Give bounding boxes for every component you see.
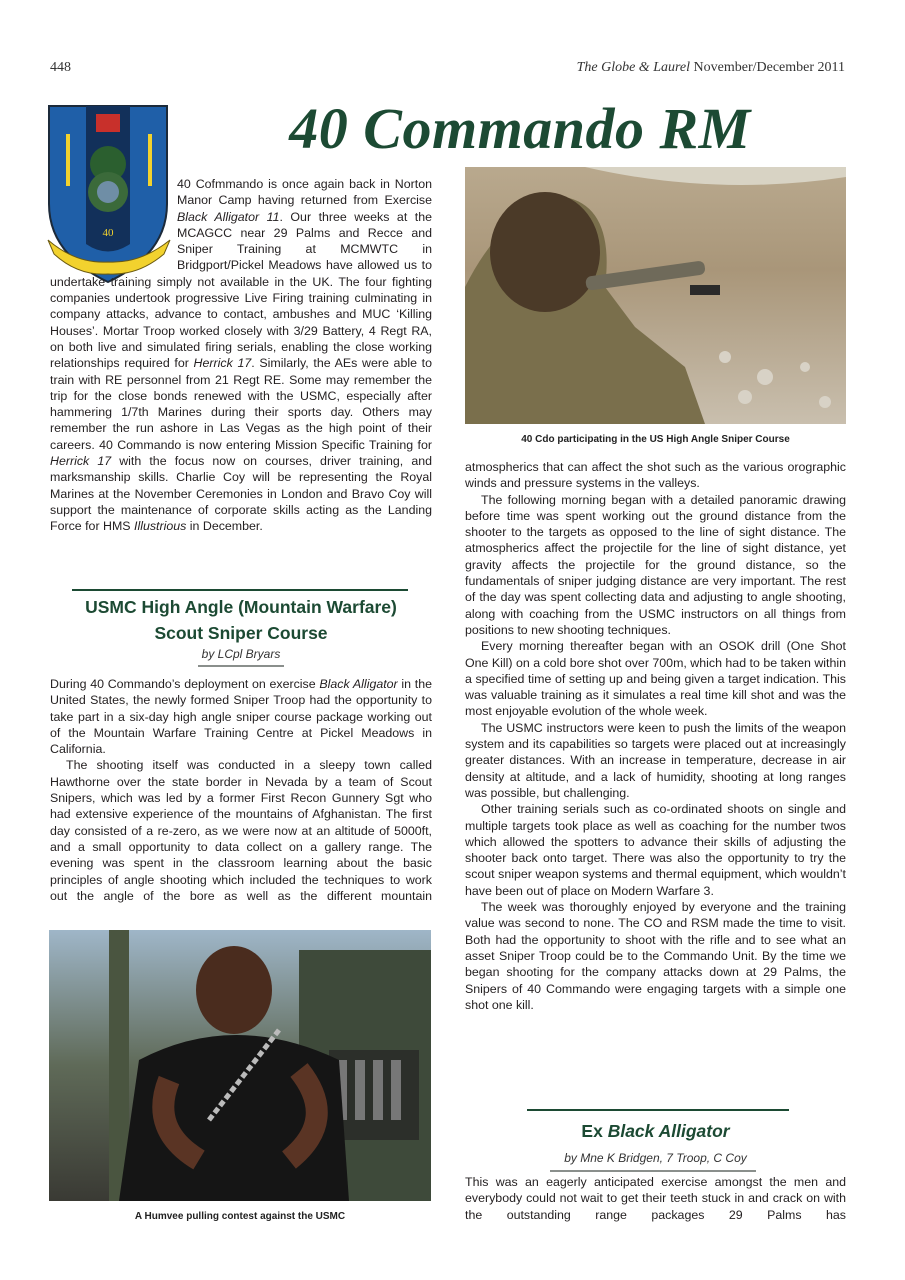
italic-text: Black Alligator 11 [177, 209, 280, 224]
paragraph [465, 801, 846, 899]
paragraph [465, 638, 846, 719]
publication-name: The Globe & Laurel [576, 60, 691, 75]
text-run: 40 Cofmmando is once again back in Norton Manor Camp having returned from Exercise [177, 177, 432, 208]
heading-prefix: Ex [581, 1121, 608, 1141]
heading-line-1: USMC High Angle (Mountain Warfare) [85, 597, 397, 617]
text-run: During 40 Commando’s deployment on exercise [50, 677, 320, 691]
article2-byline: by Mne K Bridgen, 7 Troop, C Coy [564, 1151, 747, 1165]
text-run: Every morning thereafter began with an OSOK drill (One Shot One Kill) on a cold bore shot over 700m, which had to be taken within a specified time of setting up and being given a target indication. This was valuable training as it simulates a real time kill shot and was the most enjoyable evolution of the whole week. [465, 639, 846, 719]
italic-text: Illustrious [134, 519, 187, 534]
text-run: in the United States, the newly formed Sniper Troop had the opportunity to take part in a six-day high angle sniper course package working out of the Mountain Warfare Training Centre at Pickel Meadows in California. [50, 677, 432, 757]
paragraph [50, 757, 432, 904]
heading-line-2: Scout Sniper Course [154, 623, 328, 643]
page-title: 40 Commando RM [289, 96, 751, 161]
text-run: This was an eagerly anticipated exercise amongst the men and everybody could not wait to get their teeth stuck in and crack on with the outstanding range packages 29 Palms has [465, 1175, 846, 1222]
paragraph [465, 720, 846, 801]
paragraph [465, 899, 846, 1013]
paragraph [50, 676, 432, 757]
text-run: in December. [186, 519, 263, 534]
text-run: The shooting itself was conducted in a sleepy town called Hawthorne over the state border in Nevada by a team of Scout Snipers, which was led by a former First Recon Gunnery Sgt who had extensive experience of the mountains of Afghanistan. The first day consisted of a re-zero, as we were now at an altitude of 5000ft, and a small opportunity to data collect on a gallery range. The evening was spent in the classroom learning about the basic principles of angle shooting which included the techniques to work out the angle of the bore as well as the different mountain [50, 758, 432, 903]
italic-text: Black Alligator [319, 677, 398, 691]
article2-heading [465, 1118, 846, 1144]
heading-italic: Black Alligator [607, 1121, 730, 1141]
paragraph [465, 1174, 846, 1223]
text-run: The following morning began with a detailed panoramic drawing before time was spent working out the ground distance from the shooter to the targets as opposed to the line of sight distance. The atmospherics affect the projectile for the line of sight distance, yet gravity affects the projectile for the ground distance, so the fundamentals of sniper judging distance are very important. The rest of the day was spent collecting data and adjusting to angle shooting, along with coaching from the USMC instructors on all things from positions to new shooting techniques. [465, 492, 846, 637]
article-heading [50, 594, 432, 646]
paragraph [465, 492, 846, 639]
crest-number: 40 [102, 227, 114, 239]
text-run: with the focus now on courses, driver training, and marksmanship skills. Charlie Coy will be representing the Royal Marines at the November Ceremonies in London and Bravo Coy will support the maintenance of corporate skills acting as the Landing Force for HMS [50, 454, 432, 534]
intro-text [50, 176, 432, 535]
byline-divider [198, 665, 284, 667]
article-body-left [50, 676, 432, 904]
article-byline: by LCpl Bryars [201, 647, 281, 661]
running-header [577, 60, 845, 76]
sniper-photo-caption: 40 Cdo participating in the US High Angle Sniper Course [521, 434, 790, 445]
text-run: The week was thoroughly enjoyed by everyone and the training value was second to none. The CO and RSM made the time to visit. Both had the opportunity to shoot with the rifle and to see what an asset Sniper Troop could be to the Commando Unit. By the time we began shooting for the company attacks down at 29 Palms, the Snipers of 40 Commando were engaging targets with a simple one shot one kill. [465, 900, 846, 1012]
text-run: . Similarly, the AEs were able to train with RE personnel from 21 Regt RE. Some may remember the trip for the close bonds renewed with the USMC, especially after hammering 1/7th Marines during their sports day. Others may remember the run ashore in Las Vegas as the high point of their careers. 40 Commando is now entering Mission Specific Training for [50, 356, 433, 452]
byline-divider-2 [550, 1170, 756, 1172]
section-divider-2 [527, 1109, 789, 1111]
italic-text: Herrick 17 [193, 356, 252, 371]
issue-date: November/December 2011 [693, 60, 845, 75]
humvee-photo-caption: A Humvee pulling contest against the USMC [134, 1211, 346, 1222]
text-run: atmospherics that can affect the shot such as the various orographic winds and pressure systems in the valleys. [465, 460, 846, 491]
text-run: The USMC instructors were keen to push the limits of the weapon system and its capabilities so targets were placed out at increasingly greater distances. With an increase in temperature, decrease in air density at altitude, and a lack of humidity, shooting at long ranges was possible, but challenging. [465, 720, 846, 800]
text-run: Other training serials such as co-ordinated shoots on single and multiple targets took place as well as coaching for the number twos which allowed the spotters to advance their skills of adjusting the shooter back onto target. There was also the opportunity to try the scout sniper weapon systems and thermal equipment, which wouldn’t have been out of place on Modern Warfare 3. [465, 802, 846, 898]
italic-text: Herrick 17 [50, 454, 112, 469]
section-divider [72, 589, 408, 591]
article-body-right [465, 459, 846, 1013]
page-number: 448 [50, 60, 71, 75]
text-run: . Our three weeks at the MCAGCC near 29 Palms and Recce and Sniper Training at MCMWTC in Bridgport/Pickel Meadows have allowed us to undertake training simply not available in the UK. The four fighting companies undertook progressive Live Firing training culminating in company attacks, advance to contact, ambushes and MUC ‘Killing Houses’. Mortar Troop worked closely with 3/29 Battery, 4 Regt RA, on both live and simulated firing serials, enabling the close working relationships required for [50, 209, 432, 371]
humvee-pulling-photo [49, 930, 431, 1201]
sniper-photo [465, 167, 846, 424]
paragraph [465, 459, 846, 492]
article2-body [465, 1174, 846, 1223]
